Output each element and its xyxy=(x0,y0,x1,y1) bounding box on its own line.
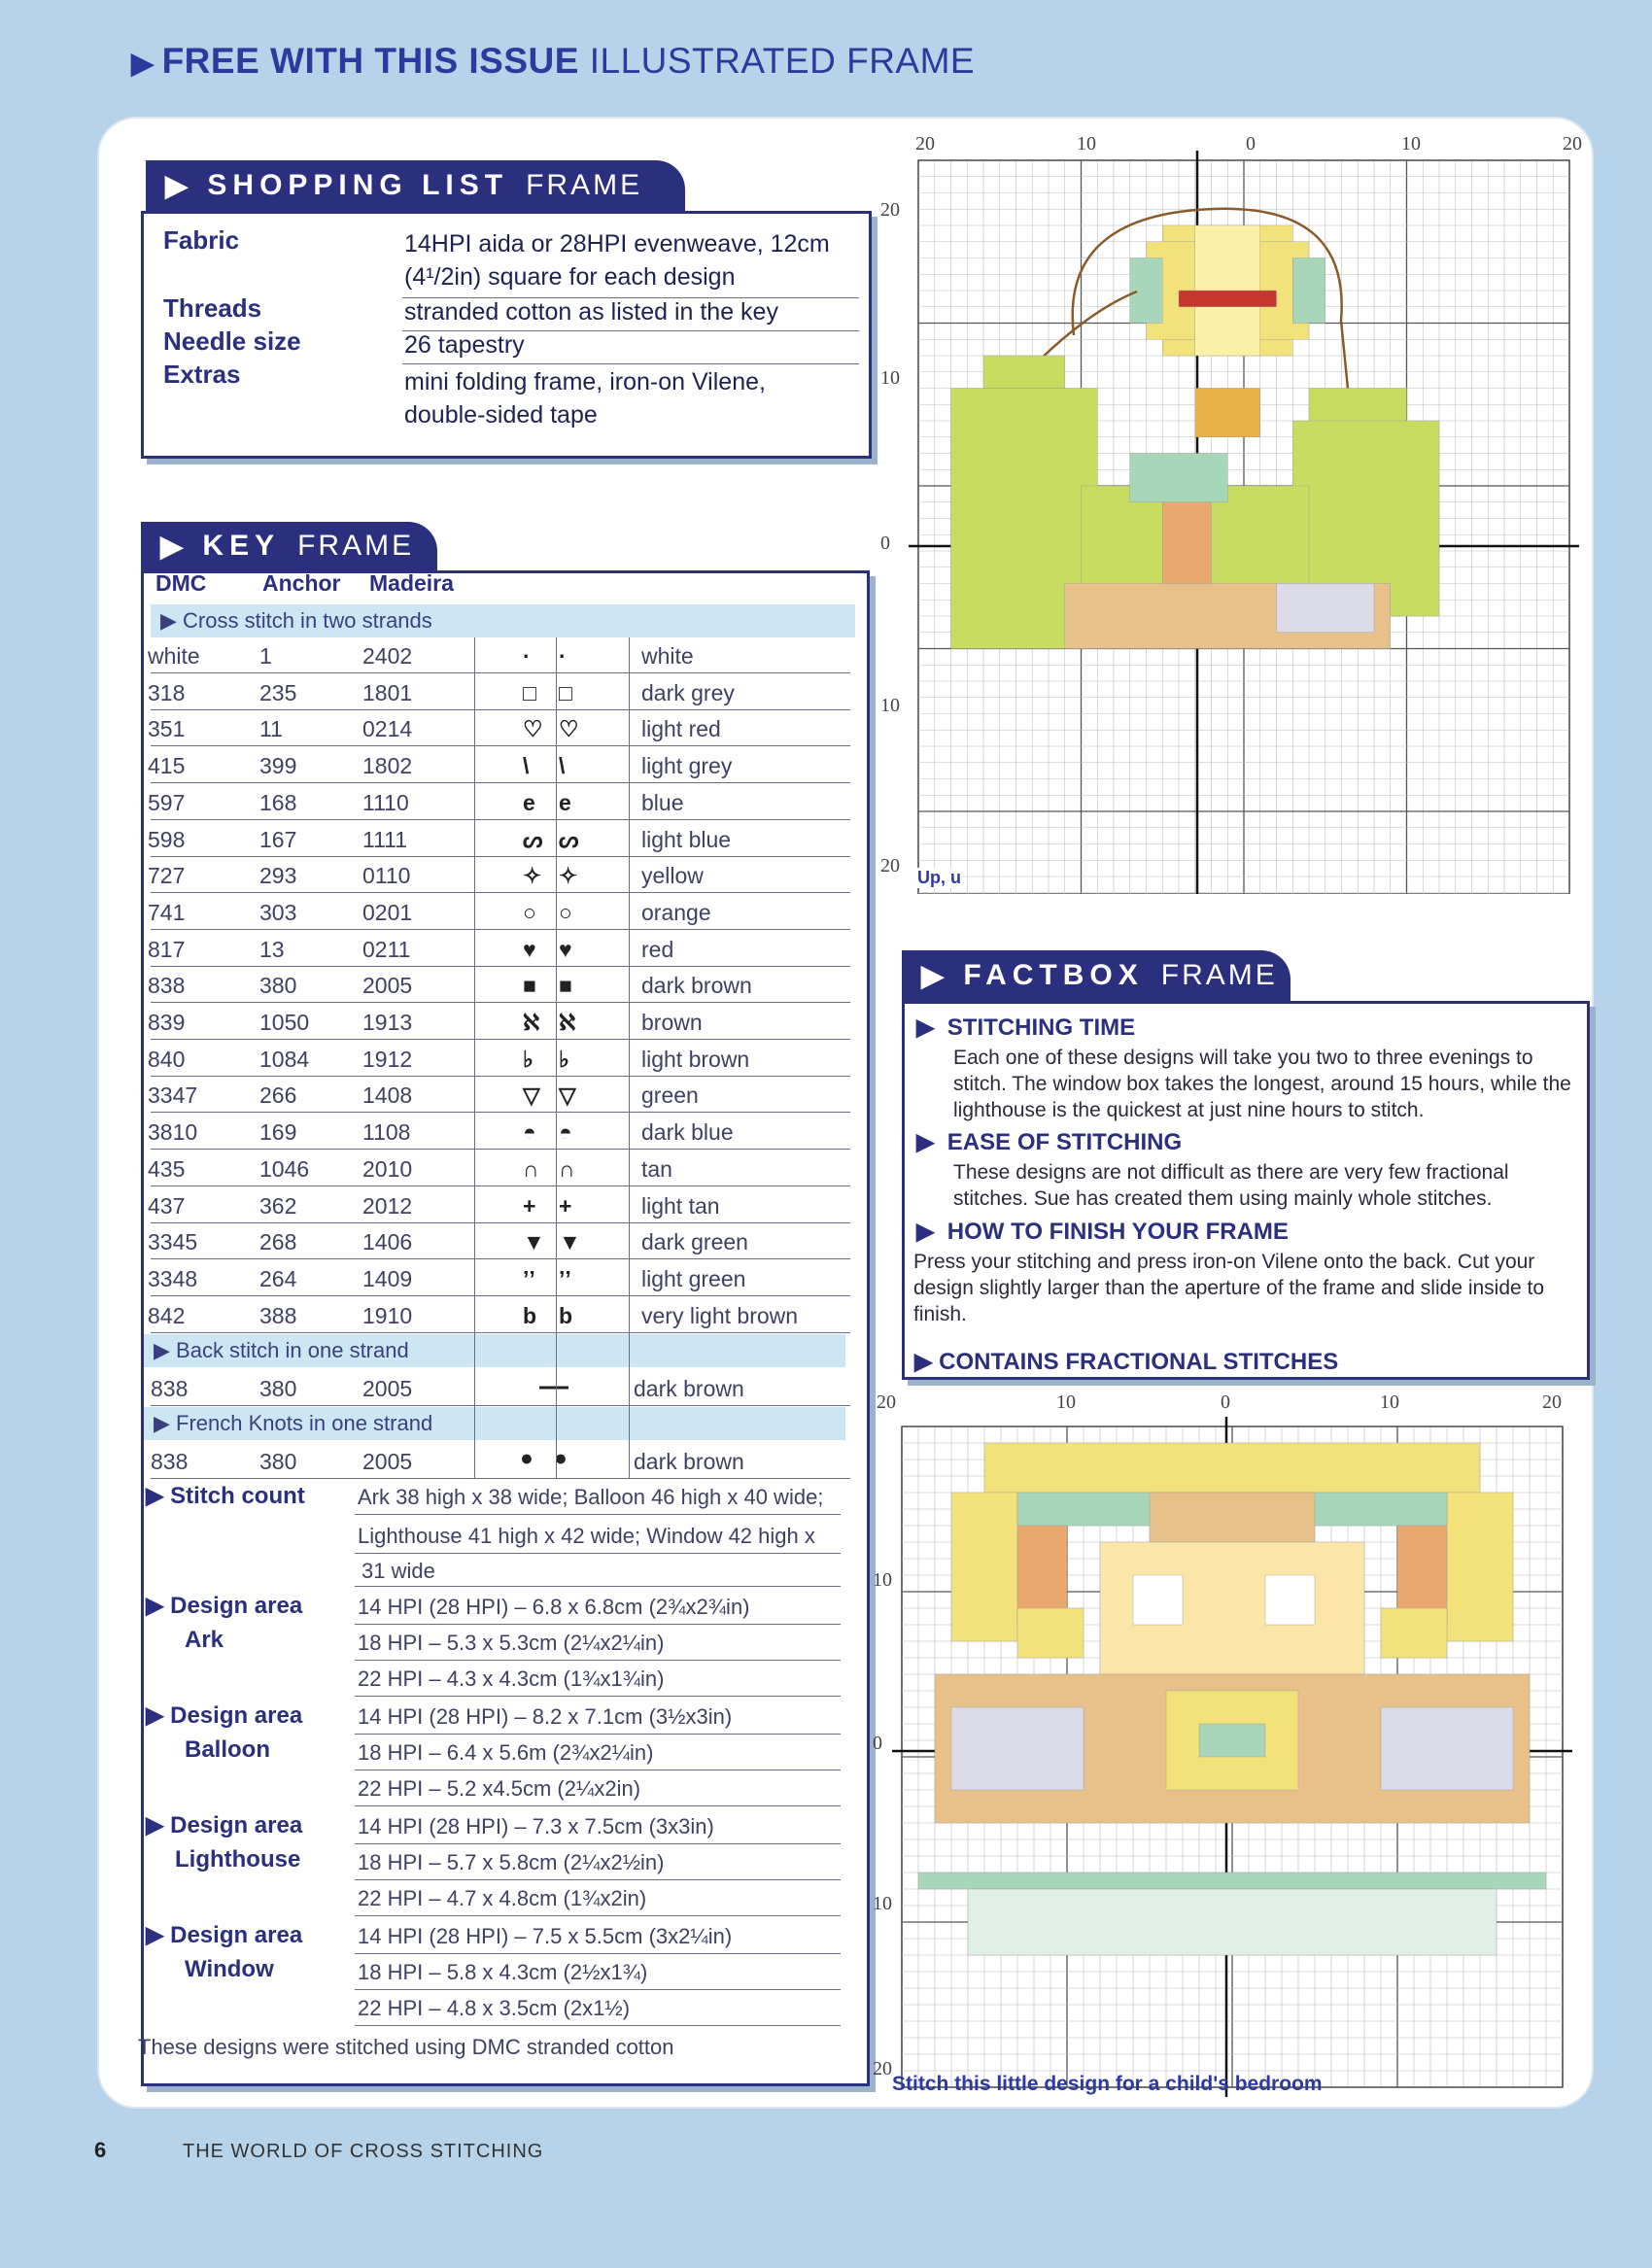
key-cell: 597 xyxy=(148,789,186,815)
key-symbol: ▼ xyxy=(559,1229,581,1255)
key-symbol: ✧ xyxy=(523,863,542,889)
needle-label: Needle size xyxy=(163,326,301,356)
key-cell: dark brown xyxy=(641,973,752,999)
design-area-label: ▶ Design area xyxy=(146,1922,303,1948)
threads-label: Threads xyxy=(163,293,262,323)
divider xyxy=(355,1514,841,1515)
key-cell: 817 xyxy=(148,936,186,962)
key-row xyxy=(148,1187,850,1223)
chart-axis-label: 0 xyxy=(1221,1392,1230,1413)
key-cell: 303 xyxy=(259,899,297,925)
tree-left xyxy=(983,356,1065,389)
key-cell: 1110 xyxy=(362,789,409,815)
animal-right xyxy=(1381,1707,1513,1790)
key-cell: 2005 xyxy=(362,973,413,999)
key-cell: 839 xyxy=(148,1010,186,1035)
magazine-name: THE WORLD OF CROSS STITCHING xyxy=(183,2141,544,2162)
section-back-stitch: ▶ Back stitch in one strand xyxy=(144,1334,845,1367)
design-area-value: 14 HPI (28 HPI) – 6.8 x 6.8cm (2¾x2¾in) xyxy=(358,1595,750,1619)
key-row xyxy=(148,1223,850,1259)
key-cell: 264 xyxy=(259,1265,297,1291)
factbox-text-ease: These designs are not difficult as there are very few fractional stitches. Sue has created them using mainly whole stitches. xyxy=(953,1161,1509,1210)
divider xyxy=(355,1586,841,1587)
key-symbol: ▽ xyxy=(559,1082,576,1109)
key-symbol: ᔕ xyxy=(523,826,543,852)
key-cell: 2010 xyxy=(362,1155,413,1182)
key-cell: blue xyxy=(641,789,684,815)
design-area-value: 18 HPI – 5.7 x 5.8cm (2¼x2½in) xyxy=(358,1850,665,1874)
key-cell: 2012 xyxy=(362,1192,413,1219)
key-row xyxy=(148,1151,850,1186)
balloon-band xyxy=(1179,291,1277,307)
key-symbol: ▽ xyxy=(523,1082,540,1109)
divider xyxy=(556,637,557,1479)
design-area-value: 22 HPI – 4.8 x 3.5cm (2x1½) xyxy=(358,1996,631,2020)
key-symbol: + xyxy=(559,1192,572,1219)
key-cell: green xyxy=(641,1082,699,1109)
factbox-tab: ▶ FACTBOX FRAME xyxy=(902,950,1291,1001)
divider xyxy=(355,1953,841,1954)
stitch-count-line-3: 31 wide xyxy=(361,1559,435,1583)
factbox-heading-time: ▶ STITCHING TIME xyxy=(916,1014,1136,1041)
key-cell: white xyxy=(641,643,694,669)
water-waves xyxy=(968,1889,1497,1955)
ark-chart xyxy=(884,1399,1584,2099)
key-cell: light green xyxy=(641,1265,746,1291)
design-area-label: ▶ Design area xyxy=(146,1812,303,1838)
factbox-text-finish: Press your stitching and press iron-on Vilene onto the back. Cut your design slightly larger than the aperture of the frame and slide inside to finish. xyxy=(913,1251,1545,1325)
divider xyxy=(355,1843,841,1844)
key-cell: 268 xyxy=(259,1229,297,1255)
page-title: ▶ FREE WITH THIS ISSUE ILLUSTRATED FRAME xyxy=(131,41,976,81)
key-row xyxy=(148,674,850,710)
key-cell: 1 xyxy=(259,643,272,669)
design-area-value: 22 HPI – 4.3 x 4.3cm (1¾x1¾in) xyxy=(358,1667,665,1691)
key-cell: 351 xyxy=(148,716,186,742)
porthole-center xyxy=(1199,1724,1265,1757)
rainbow-left xyxy=(951,1493,1017,1641)
section-french-knots: ▶ French Knots in one strand xyxy=(144,1407,845,1440)
key-tab: ▶ KEY FRAME xyxy=(141,522,437,570)
key-cell: 727 xyxy=(148,863,186,889)
extras-label: Extras xyxy=(163,360,241,389)
chart-axis-label: 0 xyxy=(873,1733,882,1754)
extras-value-2: double-sided tape xyxy=(404,401,598,429)
key-symbol: ℵ xyxy=(523,1010,540,1035)
back-stitch-row: 838 380 2005 — dark brown xyxy=(151,1370,850,1406)
key-row xyxy=(148,710,850,746)
key-cell: 437 xyxy=(148,1192,186,1219)
divider xyxy=(355,1553,841,1554)
chart-axis-label: 10 xyxy=(1077,133,1096,155)
key-row xyxy=(148,1297,850,1333)
key-cell: 3347 xyxy=(148,1082,198,1109)
factbox xyxy=(902,1001,1590,1380)
key-cell: white xyxy=(148,643,200,669)
divider xyxy=(355,1660,841,1661)
chart-axis-label: 20 xyxy=(880,199,900,221)
key-cell: 1046 xyxy=(259,1155,310,1182)
key-cell: 598 xyxy=(148,826,186,852)
factbox-text-time: Each one of these designs will take you two to three evenings to stitch. The window box takes the longest, around 15 hours, while the lighthouse is the quickest at just nine hours to stitch. xyxy=(953,1047,1571,1121)
rock xyxy=(1277,584,1375,633)
balloon-basket xyxy=(1195,389,1260,437)
divider xyxy=(402,363,859,364)
ark-window xyxy=(1133,1575,1183,1625)
balloon-edge xyxy=(1130,258,1163,324)
key-symbol: + xyxy=(523,1192,536,1219)
design-area-value: 18 HPI – 5.8 x 4.3cm (2½x1¾) xyxy=(358,1960,648,1984)
key-symbol: ◓ xyxy=(523,1119,536,1146)
chart-axis-label: 20 xyxy=(873,2058,892,2079)
house-roof xyxy=(1130,454,1228,502)
key-row xyxy=(148,967,850,1003)
key-symbol: ○ xyxy=(559,899,572,925)
key-row xyxy=(148,1004,850,1040)
design-area-value: 14 HPI (28 HPI) – 7.3 x 7.5cm (3x3in) xyxy=(358,1814,714,1838)
divider xyxy=(629,637,630,1479)
key-symbol: □ xyxy=(559,679,572,705)
key-symbol: ♡ xyxy=(523,716,543,742)
key-cell: red xyxy=(641,936,674,962)
key-cell: 3348 xyxy=(148,1265,198,1291)
chart-axis-label: 20 xyxy=(915,133,935,155)
key-cell: 266 xyxy=(259,1082,297,1109)
ark-chart-caption: Stitch this little design for a child's bedroom xyxy=(892,2073,1323,2095)
fabric-label: Fabric xyxy=(163,225,240,255)
divider xyxy=(355,1989,841,1990)
key-symbol: ■ xyxy=(559,973,572,999)
key-cell: 1409 xyxy=(362,1265,413,1291)
key-symbol: e xyxy=(523,789,535,815)
chart-axis-label: 20 xyxy=(1542,1392,1562,1413)
key-symbol: ◓ xyxy=(559,1119,572,1146)
key-symbol: ♭ xyxy=(523,1046,533,1072)
factbox-heading-fractional: ▶ CONTAINS FRACTIONAL STITCHES xyxy=(914,1349,1339,1375)
dmc-header: DMC xyxy=(155,570,207,596)
key-cell: light brown xyxy=(641,1046,750,1072)
key-cell: 11 xyxy=(259,716,283,742)
key-cell: 318 xyxy=(148,679,186,705)
chart-axis-label: 10 xyxy=(873,1893,892,1914)
shopping-list-tab: ▶ SHOPPING LIST FRAME xyxy=(146,160,685,211)
key-symbol: ✧ xyxy=(559,863,578,889)
french-knot-row: 838 380 2005 ● ● dark brown xyxy=(151,1443,850,1479)
key-symbol: ♡ xyxy=(559,716,579,742)
key-symbol: □ xyxy=(523,679,536,705)
key-cell: brown xyxy=(641,1010,703,1035)
design-area-name: Window xyxy=(185,1956,274,1982)
page-number: 6 xyxy=(94,2138,107,2162)
key-row xyxy=(148,1114,850,1150)
design-area-name: Lighthouse xyxy=(175,1846,301,1873)
divider xyxy=(355,1915,841,1916)
water xyxy=(918,1873,1546,1889)
key-symbol: ∩ xyxy=(523,1155,539,1182)
key-cell: very light brown xyxy=(641,1302,799,1328)
animal-left xyxy=(951,1707,1084,1790)
divider xyxy=(355,1734,841,1735)
stitch-count-line-1: Ark 38 high x 38 wide; Balloon 46 high x 40 wide; xyxy=(358,1485,824,1509)
key-cell: 1802 xyxy=(362,753,413,779)
design-area-value: 22 HPI – 4.7 x 4.8cm (1¾x2in) xyxy=(358,1886,647,1910)
stitch-count-line-2: Lighthouse 41 high x 42 wide; Window 42 high x xyxy=(358,1524,815,1548)
key-symbol: ʼʼ xyxy=(559,1265,571,1291)
fabric-value-2: (4¹/2in) square for each design xyxy=(404,263,736,291)
giraffe-right xyxy=(1381,1608,1447,1658)
key-cell: 1108 xyxy=(362,1119,411,1146)
key-cell: 0110 xyxy=(362,863,411,889)
key-cell: 1912 xyxy=(362,1046,413,1072)
factbox-heading-finish: ▶ HOW TO FINISH YOUR FRAME xyxy=(916,1219,1289,1245)
key-cell: yellow xyxy=(641,863,704,889)
divider xyxy=(355,1879,841,1880)
chart-axis-label: 20 xyxy=(877,1392,896,1413)
key-cell: dark green xyxy=(641,1229,748,1255)
key-cell: 1084 xyxy=(259,1046,310,1072)
key-cell: dark blue xyxy=(641,1119,734,1146)
key-cell: 388 xyxy=(259,1302,297,1328)
design-area-label: ▶ Design area xyxy=(146,1593,303,1619)
rainbow-top xyxy=(984,1443,1480,1493)
key-cell: 842 xyxy=(148,1302,186,1328)
threads-value: stranded cotton as listed in the key xyxy=(404,298,778,326)
chart-axis-label: 10 xyxy=(880,367,900,389)
key-cell: 13 xyxy=(259,936,285,962)
key-cell: 1111 xyxy=(362,826,408,852)
chart-axis-label: 0 xyxy=(1246,133,1256,155)
key-row xyxy=(148,1077,850,1113)
balloon-chart xyxy=(904,146,1594,894)
ark-window xyxy=(1265,1575,1315,1625)
key-cell: 1910 xyxy=(362,1302,413,1328)
key-cell: 435 xyxy=(148,1155,186,1182)
key-symbol: ʼʼ xyxy=(523,1265,535,1291)
key-symbol: b xyxy=(523,1302,537,1328)
key-symbol: ♥ xyxy=(523,936,536,962)
design-area-value: 22 HPI – 5.2 x4.5cm (2¼x2in) xyxy=(358,1776,641,1801)
key-row xyxy=(148,747,850,783)
key-cell: 362 xyxy=(259,1192,297,1219)
giraffe-left xyxy=(1017,1608,1084,1658)
design-area-value: 18 HPI – 6.4 x 5.6m (2¾x2¼in) xyxy=(358,1740,654,1765)
key-symbol: e xyxy=(559,789,571,815)
chart-axis-label: 10 xyxy=(1380,1392,1399,1413)
key-cell: 3810 xyxy=(148,1119,198,1146)
ark-roof xyxy=(1150,1493,1315,1542)
key-symbol: \ xyxy=(559,753,566,779)
section-cross-stitch: ▶ Cross stitch in two strands xyxy=(151,604,855,637)
needle-value: 26 tapestry xyxy=(404,331,525,359)
balloon-edge xyxy=(1292,258,1325,324)
chart-axis-label: 0 xyxy=(880,533,890,554)
key-cell: 840 xyxy=(148,1046,186,1072)
key-cell: 3345 xyxy=(148,1229,198,1255)
key-row xyxy=(148,931,850,967)
key-cell: 1406 xyxy=(362,1229,413,1255)
key-symbol: ■ xyxy=(523,973,536,999)
key-cell: 380 xyxy=(259,973,297,999)
key-cell: 293 xyxy=(259,863,297,889)
chart-axis-label: 20 xyxy=(1563,133,1582,155)
key-cell: 399 xyxy=(259,753,297,779)
key-row xyxy=(148,1041,850,1077)
key-symbol: ♭ xyxy=(559,1046,569,1072)
key-symbol: · xyxy=(523,643,531,669)
anchor-header: Anchor xyxy=(262,570,341,596)
key-symbol: ♥ xyxy=(559,936,572,962)
key-cell: 1801 xyxy=(362,679,413,705)
extras-value-1: mini folding frame, iron-on Vilene, xyxy=(404,368,766,395)
key-row xyxy=(148,894,850,930)
key-cell: 415 xyxy=(148,753,186,779)
key-cell: dark grey xyxy=(641,679,735,705)
madeira-header: Madeira xyxy=(369,570,454,596)
key-cell: 0201 xyxy=(362,899,413,925)
key-cell: light tan xyxy=(641,1192,720,1219)
key-cell: 169 xyxy=(259,1119,297,1146)
key-row xyxy=(148,1260,850,1296)
divider xyxy=(355,1696,841,1697)
key-row xyxy=(148,857,850,893)
design-area-name: Balloon xyxy=(185,1736,270,1763)
factbox-heading-ease: ▶ EASE OF STITCHING xyxy=(916,1129,1183,1155)
key-row xyxy=(148,784,850,820)
chart-axis-label: 20 xyxy=(880,855,900,876)
key-cell: light blue xyxy=(641,826,732,852)
chart-axis-label: 10 xyxy=(1056,1392,1076,1413)
design-area-value: 14 HPI (28 HPI) – 8.2 x 7.1cm (3½x3in) xyxy=(358,1704,733,1729)
divider xyxy=(355,1624,841,1625)
key-cell: orange xyxy=(641,899,711,925)
divider xyxy=(355,2025,841,2026)
chart-axis-label: 10 xyxy=(1401,133,1421,155)
key-symbol: ▼ xyxy=(523,1229,545,1255)
design-area-name: Ark xyxy=(185,1627,224,1653)
shopping-list-box xyxy=(141,211,872,459)
key-symbol: \ xyxy=(523,753,530,779)
divider xyxy=(474,637,475,1479)
design-area-value: 14 HPI (28 HPI) – 7.5 x 5.5cm (3x2¼in) xyxy=(358,1924,733,1948)
key-cell: 1408 xyxy=(362,1082,413,1109)
key-cell: 1050 xyxy=(259,1010,310,1035)
key-cell: light grey xyxy=(641,753,733,779)
key-cell: light red xyxy=(641,716,721,742)
key-cell: 741 xyxy=(148,899,186,925)
key-row xyxy=(148,821,850,857)
fabric-value-1: 14HPI aida or 28HPI evenweave, 12cm xyxy=(404,230,830,258)
key-cell: 168 xyxy=(259,789,297,815)
chart-caption-fragment: Up, u xyxy=(917,868,961,887)
key-symbol: ∩ xyxy=(559,1155,575,1182)
chart-axis-label: 10 xyxy=(880,695,900,716)
key-symbol: · xyxy=(559,643,567,669)
key-symbol: b xyxy=(559,1302,573,1328)
key-symbol: ℵ xyxy=(559,1010,576,1035)
stitch-count-label: ▶ Stitch count xyxy=(146,1483,305,1509)
key-cell: 167 xyxy=(259,826,297,852)
key-cell: 838 xyxy=(148,973,186,999)
design-area-label: ▶ Design area xyxy=(146,1702,303,1729)
key-cell: tan xyxy=(641,1155,672,1182)
key-row xyxy=(148,637,850,673)
chart-axis-label: 10 xyxy=(873,1569,892,1591)
key-cell: 0214 xyxy=(362,716,413,742)
key-symbol: ᔕ xyxy=(559,826,579,852)
rainbow-right xyxy=(1447,1493,1513,1641)
key-note: These designs were stitched using DMC stranded cotton xyxy=(138,2035,674,2059)
key-symbol: ○ xyxy=(523,899,536,925)
key-cell: 1913 xyxy=(362,1010,413,1035)
design-area-value: 18 HPI – 5.3 x 5.3cm (2¼x2¼in) xyxy=(358,1631,665,1655)
key-cell: 2402 xyxy=(362,643,413,669)
key-cell: 235 xyxy=(259,679,297,705)
divider xyxy=(355,1805,841,1806)
key-cell: 0211 xyxy=(362,936,411,962)
